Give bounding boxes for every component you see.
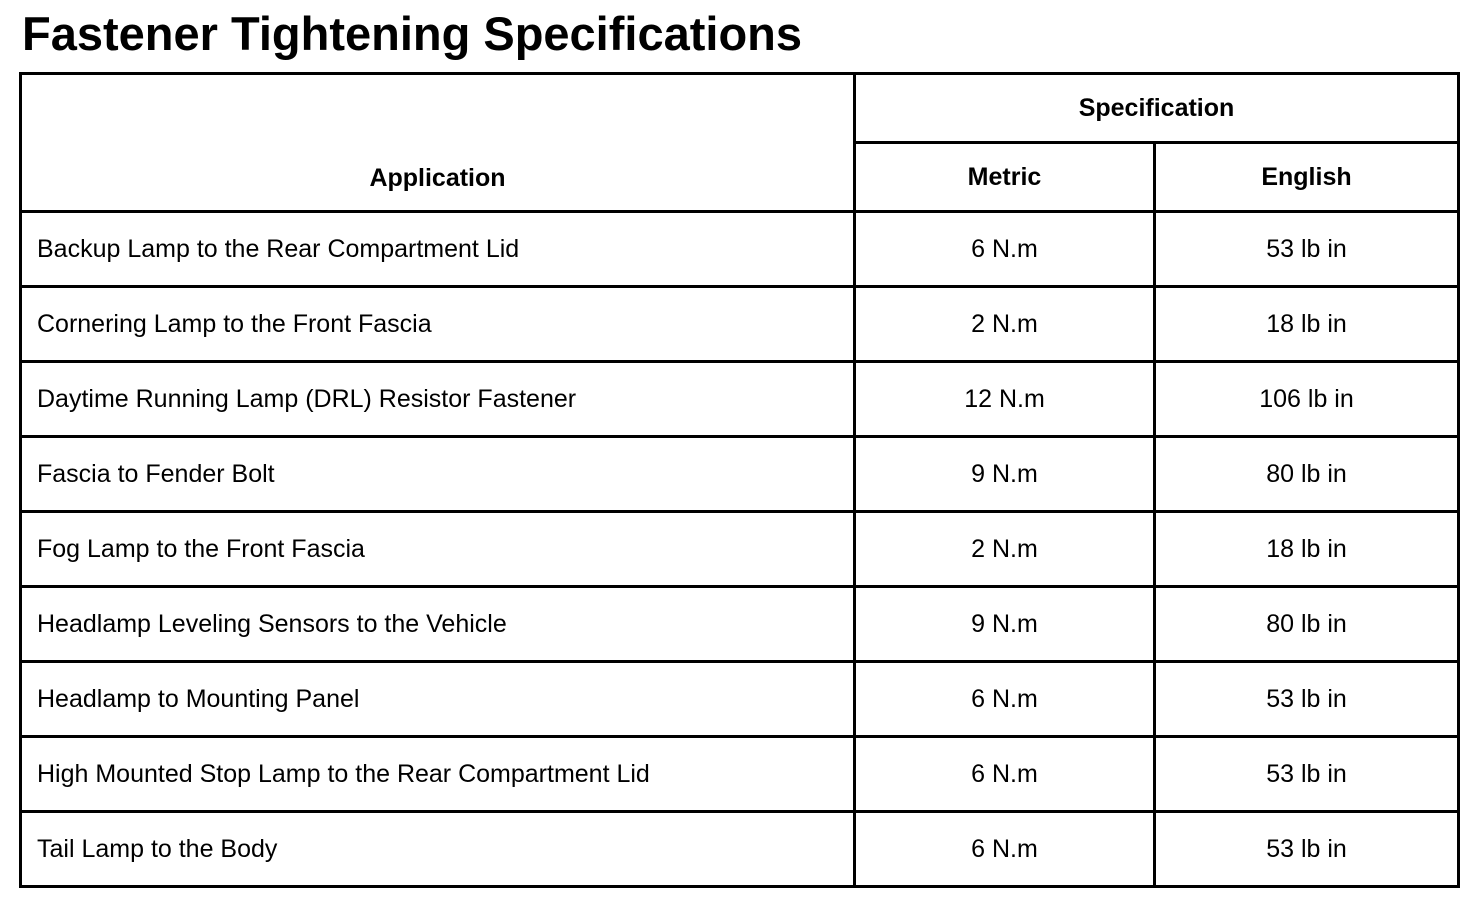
cell-metric: 9 N.m — [855, 437, 1155, 512]
cell-metric: 6 N.m — [855, 737, 1155, 812]
page-title: Fastener Tightening Specifications — [22, 7, 802, 60]
table-row — [21, 737, 1459, 812]
cell-application: Headlamp Leveling Sensors to the Vehicle — [21, 587, 855, 662]
fastener-spec-table — [19, 72, 1460, 888]
cell-english: 53 lb in — [1155, 812, 1459, 887]
cell-application: Cornering Lamp to the Front Fascia — [21, 287, 855, 362]
column-header-specification: Specification — [855, 74, 1459, 143]
cell-metric: 6 N.m — [855, 662, 1155, 737]
table-row — [21, 212, 1459, 287]
cell-application: Tail Lamp to the Body — [21, 812, 855, 887]
cell-metric: 2 N.m — [855, 512, 1155, 587]
cell-application: Daytime Running Lamp (DRL) Resistor Fastener — [21, 362, 855, 437]
column-header-metric: Metric — [855, 143, 1155, 212]
column-header-application: Application — [21, 74, 855, 212]
cell-application: Headlamp to Mounting Panel — [21, 662, 855, 737]
cell-english: 53 lb in — [1155, 737, 1459, 812]
table-row — [21, 437, 1459, 512]
cell-metric: 12 N.m — [855, 362, 1155, 437]
cell-english: 53 lb in — [1155, 212, 1459, 287]
cell-metric: 6 N.m — [855, 812, 1155, 887]
table-row — [21, 587, 1459, 662]
cell-metric: 9 N.m — [855, 587, 1155, 662]
cell-english: 80 lb in — [1155, 587, 1459, 662]
cell-application: High Mounted Stop Lamp to the Rear Compartment Lid — [21, 737, 855, 812]
cell-english: 106 lb in — [1155, 362, 1459, 437]
table-row — [21, 812, 1459, 887]
cell-english: 53 lb in — [1155, 662, 1459, 737]
table-row — [21, 362, 1459, 437]
cell-metric: 6 N.m — [855, 212, 1155, 287]
table-row — [21, 287, 1459, 362]
column-header-english: English — [1155, 143, 1459, 212]
cell-application: Backup Lamp to the Rear Compartment Lid — [21, 212, 855, 287]
header-row-top — [21, 74, 1459, 143]
cell-english: 18 lb in — [1155, 287, 1459, 362]
cell-english: 80 lb in — [1155, 437, 1459, 512]
table-row — [21, 512, 1459, 587]
cell-application: Fascia to Fender Bolt — [21, 437, 855, 512]
cell-english: 18 lb in — [1155, 512, 1459, 587]
cell-metric: 2 N.m — [855, 287, 1155, 362]
cell-application: Fog Lamp to the Front Fascia — [21, 512, 855, 587]
table-row — [21, 662, 1459, 737]
